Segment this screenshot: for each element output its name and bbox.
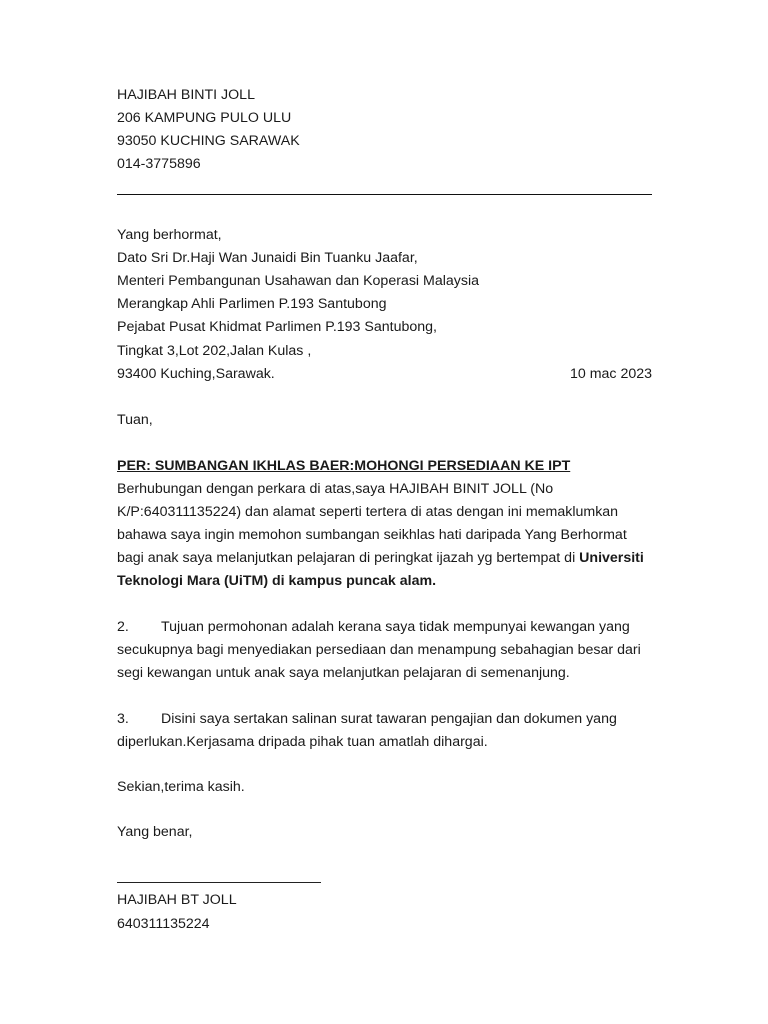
signatory-ic-number: 640311135224 xyxy=(117,916,210,932)
closing-line: Sekian,terima kasih. xyxy=(117,779,245,795)
signature-line xyxy=(117,882,321,883)
paragraph-3-line-2: diperlukan.Kerjasama dripada pihak tuan amatlah dihargai. xyxy=(117,734,488,750)
recipient-title: Menteri Pembangunan Usahawan dan Koperasi Malaysia xyxy=(117,273,479,289)
paragraph-1-line-5: Teknologi Mara (UiTM) di kampus puncak alam. xyxy=(117,573,437,589)
paragraph-2-number: 2. xyxy=(117,619,129,635)
sender-phone: 014-3775896 xyxy=(117,156,201,172)
paragraph-1-line-3: bahawa saya ingin memohon sumbangan seikhlas hati daripada Yang Berhormat xyxy=(117,527,627,543)
paragraph-2-line-1-text: Tujuan permohonan adalah kerana saya tidak mempunyai kewangan yang xyxy=(161,619,630,635)
header-divider xyxy=(117,194,652,195)
paragraph-3-line-1 xyxy=(117,710,617,728)
sign-off: Yang benar, xyxy=(117,824,193,840)
sender-address-line-2: 93050 KUCHING SARAWAK xyxy=(117,133,300,149)
paragraph-1-line-1: Berhubungan dengan perkara di atas,saya HAJIBAH BINIT JOLL (No xyxy=(117,481,554,497)
paragraph-2-line-3: segi kewangan untuk anak saya melanjutkan pelajaran di semenanjung. xyxy=(117,665,570,681)
recipient-role: Merangkap Ahli Parlimen P.193 Santubong xyxy=(117,296,387,312)
recipient-office: Pejabat Pusat Khidmat Parlimen P.193 Santubong, xyxy=(117,319,437,335)
recipient-address-street: Tingkat 3,Lot 202,Jalan Kulas , xyxy=(117,343,312,359)
paragraph-2-line-1 xyxy=(117,618,630,636)
salutation: Tuan, xyxy=(117,412,153,428)
paragraph-2-line-2: secukupnya bagi menyediakan persediaan dan menampung sebahagian besar dari xyxy=(117,642,641,658)
recipient-name: Dato Sri Dr.Haji Wan Junaidi Bin Tuanku Jaafar, xyxy=(117,250,418,266)
signatory-name: HAJIBAH BT JOLL xyxy=(117,892,237,908)
paragraph-3-line-1-text: Disini saya sertakan salinan surat tawaran pengajian dan dokumen yang xyxy=(161,711,617,727)
paragraph-1-line-4 xyxy=(117,549,644,567)
paragraph-1-line-4-text: bagi anak saya melanjutkan pelajaran di peringkat ijazah yg bertempat di xyxy=(117,550,580,566)
sender-address-line-1: 206 KAMPUNG PULO ULU xyxy=(117,110,292,126)
recipient-address-city: 93400 Kuching,Sarawak. xyxy=(117,366,275,382)
paragraph-3-number: 3. xyxy=(117,711,129,727)
paragraph-1-line-2: K/P:640311135224) dan alamat seperti tertera di atas dengan ini memaklumkan xyxy=(117,504,619,520)
subject-line: PER: SUMBANGAN IKHLAS BAER:MOHONGI PERSEDIAAN KE IPT xyxy=(117,458,571,474)
university-name-start: Universiti xyxy=(579,550,644,566)
recipient-greeting: Yang berhormat, xyxy=(117,227,222,243)
sender-name: HAJIBAH BINTI JOLL xyxy=(117,87,255,103)
letter-date: 10 mac 2023 xyxy=(570,366,653,382)
